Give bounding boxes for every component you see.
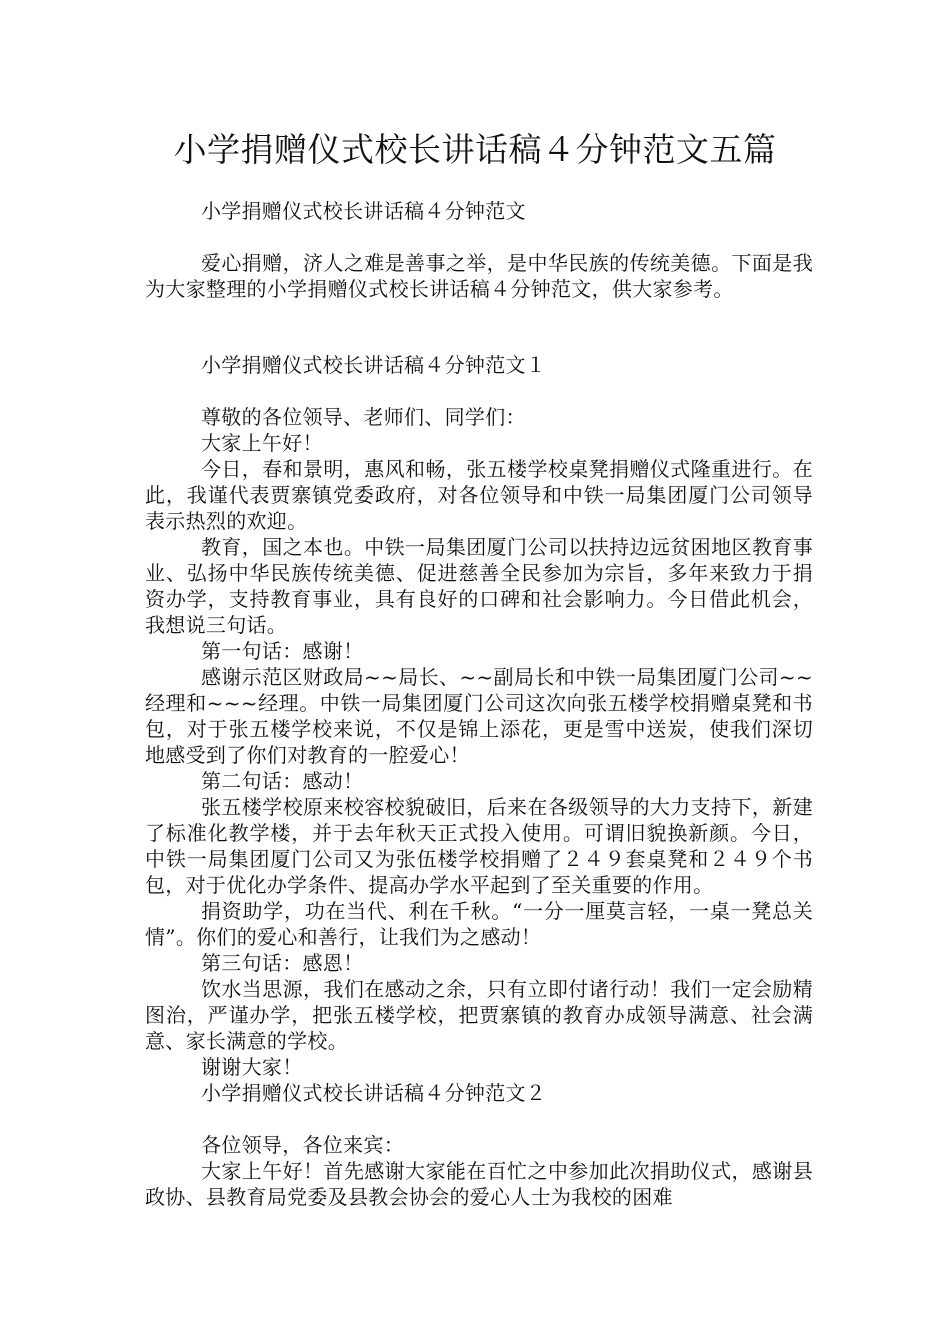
spacer: [145, 302, 813, 352]
paragraph: 饮水当思源，我们在感动之余，只有立即付诸行动！我们一定会励精图治，严谨办学，把张五楼学校，把贾寨镇的教育办成领导满意、社会满意、家长满意的学校。: [145, 977, 813, 1053]
paragraph: 今日，春和景明，惠风和畅，张五楼学校桌凳捐赠仪式隆重进行。在此，我谨代表贾寨镇党委政府，对各位领导和中铁一局集团厦门公司领导表示热烈的欢迎。: [145, 457, 813, 533]
paragraph: 谢谢大家！: [201, 1055, 303, 1079]
paragraph: 捐资助学，功在当代、利在千秋。“一分一厘莫言轻，一桌一凳总关情”。你们的爱心和善行，让我们为之感动！: [145, 899, 813, 949]
section-heading: 小学捐赠仪式校长讲话稿４分钟范文２: [201, 1081, 547, 1105]
spacer: [145, 224, 813, 250]
document-body: [145, 198, 813, 1210]
spacer: [145, 378, 813, 404]
paragraph: 第二句话：感动！: [201, 769, 364, 793]
paragraph: 教育，国之本也。中铁一局集团厦门公司以扶持边远贫困地区教育事业、弘扬中华民族传统美德、促进慈善全民参加为宗旨，多年来致力于捐资办学，支持教育事业，具有良好的口碑和社会影响力。今日借此机会，我想说三句话。: [145, 535, 813, 637]
intro-paragraph: 爱心捐赠，济人之难是善事之举，是中华民族的传统美德。下面是我为大家整理的小学捐赠仪式校长讲话稿４分钟范文，供大家参考。: [145, 251, 813, 301]
paragraph: 第三句话：感恩！: [201, 951, 364, 975]
section-heading: 小学捐赠仪式校长讲话稿４分钟范文１: [201, 353, 547, 377]
document-subtitle: 小学捐赠仪式校长讲话稿４分钟范文: [201, 199, 526, 223]
paragraph: 大家上午好！: [201, 431, 323, 455]
paragraph: 张五楼学校原来校容校貌破旧，后来在各级领导的大力支持下，新建了标准化教学楼，并于去年秋天正式投入使用。可谓旧貌换新颜。今日，中铁一局集团厦门公司又为张伍楼学校捐赠了２４９套桌凳和２４９个书包，对于优化办学条件、提高办学水平起到了至关重要的作用。: [145, 795, 813, 897]
paragraph: 尊敬的各位领导、老师们、同学们：: [201, 405, 526, 429]
paragraph: 大家上午好！首先感谢大家能在百忙之中参加此次捐助仪式，感谢县政协、县教育局党委及县教会协会的爱心人士为我校的困难: [145, 1159, 813, 1209]
document-title: 小学捐赠仪式校长讲话稿４分钟范文五篇: [173, 130, 777, 169]
spacer: [145, 1106, 813, 1132]
paragraph: 各位领导，各位来宾：: [201, 1133, 404, 1157]
paragraph: 感谢示范区财政局~~局长、~~副局长和中铁一局集团厦门公司~~经理和~~~经理。中铁一局集团厦门公司这次向张五楼学校捐赠桌凳和书包，对于张五楼学校来说，不仅是锦上添花，更是雪中送炭，使我们深切地感受到了你们对教育的一腔爱心！: [145, 665, 813, 767]
paragraph: 第一句话：感谢！: [201, 639, 364, 663]
